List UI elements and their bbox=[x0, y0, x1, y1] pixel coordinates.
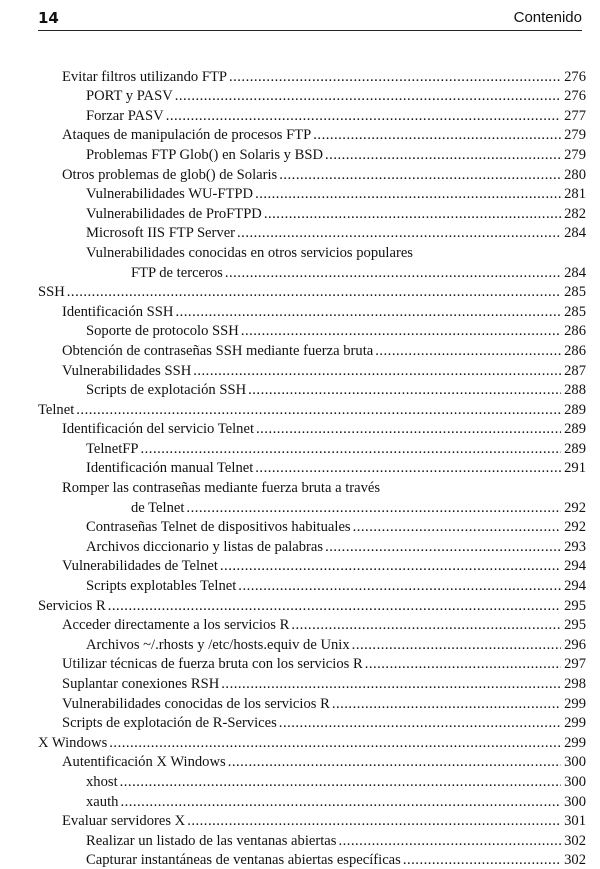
toc-entry bbox=[38, 242, 586, 262]
dot-leader bbox=[291, 617, 561, 634]
toc-page-number: 282 bbox=[564, 205, 586, 222]
toc-entry bbox=[38, 321, 586, 341]
toc-entry-title: Autentificación X Windows bbox=[62, 754, 226, 771]
toc-entry bbox=[38, 380, 586, 400]
toc-entry-title: Vulnerabilidades de ProFTPD bbox=[86, 205, 262, 222]
toc-entry bbox=[38, 105, 586, 125]
dot-leader bbox=[186, 500, 561, 517]
toc-entry-title: Acceder directamente a los servicios R bbox=[62, 617, 290, 634]
toc-entry bbox=[38, 811, 586, 831]
toc-entry-title: PORT y PASV bbox=[86, 88, 173, 105]
toc-entry-title: Capturar instantáneas de ventanas abiertas específicas bbox=[86, 852, 401, 869]
toc-page-number: 300 bbox=[564, 793, 586, 810]
toc-entry-title: de Telnet bbox=[131, 499, 185, 516]
toc-entry bbox=[38, 517, 586, 537]
toc-entry-title: Vulnerabilidades conocidas de los servicios R bbox=[62, 695, 330, 712]
toc-page-number: 285 bbox=[564, 284, 586, 301]
toc-page-number: 287 bbox=[564, 362, 586, 379]
toc-page-number: 288 bbox=[564, 382, 586, 399]
dot-leader bbox=[375, 343, 561, 360]
toc-entry-title: FTP de terceros bbox=[131, 264, 223, 281]
toc-entry-title: Vulnerabilidades WU-FTPD bbox=[86, 186, 254, 203]
dot-leader bbox=[237, 225, 561, 242]
toc-entry-title: Archivos ~/.rhosts y /etc/hosts.equiv de Unix bbox=[86, 636, 350, 653]
running-title: Contenido bbox=[513, 9, 582, 26]
toc-page-number: 298 bbox=[564, 676, 586, 692]
toc-entry bbox=[38, 575, 586, 595]
page-number: 14 bbox=[38, 9, 59, 27]
toc-entry-title: Realizar un listado de las ventanas abiertas bbox=[86, 832, 337, 849]
toc-entry-title: Utilizar técnicas de fuerza bruta con los servicios R bbox=[62, 656, 363, 673]
toc-entry bbox=[38, 458, 586, 478]
toc-entry bbox=[38, 360, 586, 380]
toc-entry bbox=[38, 399, 586, 419]
toc-entry bbox=[38, 634, 586, 654]
toc-entry bbox=[38, 752, 586, 772]
toc-entry-title: Evitar filtros utilizando FTP bbox=[62, 68, 227, 85]
dot-leader bbox=[352, 637, 561, 654]
toc-page-number: 284 bbox=[564, 264, 586, 281]
dot-leader bbox=[325, 147, 561, 164]
toc-page-number: 293 bbox=[564, 538, 586, 555]
toc-entry bbox=[38, 556, 586, 576]
dot-leader bbox=[108, 598, 561, 615]
dot-leader bbox=[255, 186, 561, 203]
toc-entry-title: Vulnerabilidades conocidas en otros servicios populares bbox=[86, 244, 413, 261]
toc-page-number: 277 bbox=[564, 107, 586, 124]
dot-leader bbox=[141, 441, 562, 458]
dot-leader bbox=[365, 656, 561, 673]
toc-entry-title: TelnetFP bbox=[86, 440, 139, 457]
toc-page-number: 280 bbox=[564, 166, 586, 183]
toc-page-number: 297 bbox=[564, 656, 586, 673]
toc-page-number: 276 bbox=[564, 88, 586, 105]
toc-entry bbox=[38, 184, 586, 204]
toc-page-number: 299 bbox=[564, 734, 586, 751]
toc-entry-title: Contraseñas Telnet de dispositivos habituales bbox=[86, 519, 351, 536]
toc-page-number: 302 bbox=[564, 832, 586, 849]
page-header bbox=[38, 9, 582, 31]
toc-entry-title: Problemas FTP Glob() en Solaris y BSD bbox=[86, 146, 324, 163]
toc-entry-title: Otros problemas de glob() de Solaris bbox=[62, 166, 278, 183]
toc-entry-title: Ataques de manipulación de procesos FTP bbox=[62, 127, 312, 144]
toc-entry bbox=[38, 144, 586, 164]
toc-page-number: 295 bbox=[564, 597, 586, 614]
toc-entry-title: X Windows bbox=[38, 734, 108, 751]
toc-page-number: 279 bbox=[564, 127, 586, 144]
toc-entry bbox=[38, 86, 586, 106]
toc-entry bbox=[38, 654, 586, 674]
dot-leader bbox=[338, 833, 561, 850]
toc-entry-title: xhost bbox=[86, 773, 118, 790]
dot-leader bbox=[241, 323, 561, 340]
dot-leader bbox=[353, 519, 562, 536]
dot-leader bbox=[255, 460, 561, 477]
toc-page-number: 289 bbox=[564, 440, 586, 457]
toc-entry-title: SSH bbox=[38, 284, 65, 301]
toc-entry bbox=[38, 673, 586, 693]
dot-leader bbox=[264, 206, 561, 223]
toc-entry-title: Identificación SSH bbox=[62, 303, 174, 320]
toc-entry bbox=[38, 66, 586, 86]
header-rule bbox=[38, 30, 582, 31]
dot-leader bbox=[256, 421, 561, 438]
dot-leader bbox=[313, 127, 561, 144]
dot-leader bbox=[221, 676, 561, 693]
toc-entry bbox=[38, 850, 586, 869]
dot-leader bbox=[109, 735, 561, 752]
dot-leader bbox=[225, 265, 561, 282]
toc-entry bbox=[38, 615, 586, 635]
toc-entry-title: Scripts de explotación SSH bbox=[86, 382, 247, 399]
toc-page-number: 296 bbox=[564, 636, 586, 653]
toc-entry bbox=[38, 595, 586, 615]
toc-entry bbox=[38, 791, 586, 811]
toc-page-number: 292 bbox=[564, 499, 586, 516]
dot-leader bbox=[325, 539, 561, 556]
toc-entry-title: Microsoft IIS FTP Server bbox=[86, 225, 236, 242]
toc-entry bbox=[38, 438, 586, 458]
dot-leader bbox=[193, 363, 561, 380]
toc-entry bbox=[38, 536, 586, 556]
toc-entry-title: Suplantar conexiones RSH bbox=[62, 676, 220, 692]
toc-page-number: 291 bbox=[564, 460, 586, 477]
dot-leader bbox=[220, 558, 561, 575]
toc-page-number: 300 bbox=[564, 773, 586, 790]
dot-leader bbox=[279, 715, 561, 732]
toc-entry-title: Vulnerabilidades de Telnet bbox=[62, 558, 218, 575]
toc-entry-title: Servicios R bbox=[38, 597, 106, 614]
toc-entry bbox=[38, 203, 586, 223]
dot-leader bbox=[120, 794, 561, 811]
toc-page-number: 281 bbox=[564, 186, 586, 203]
toc-page-number: 301 bbox=[564, 813, 586, 830]
toc-entry-title: Obtención de contraseñas SSH mediante fuerza bruta bbox=[62, 342, 374, 359]
dot-leader bbox=[175, 88, 561, 105]
toc-entry-title: Archivos diccionario y listas de palabras bbox=[86, 538, 324, 555]
toc-page-number: 289 bbox=[564, 401, 586, 418]
toc-entry-title: Evaluar servidores X bbox=[62, 813, 186, 830]
dot-leader bbox=[248, 382, 561, 399]
toc-entry bbox=[38, 125, 586, 145]
dot-leader bbox=[279, 167, 561, 184]
toc-entry-title: Identificación manual Telnet bbox=[86, 460, 254, 477]
toc-entry-title: Vulnerabilidades SSH bbox=[62, 362, 192, 379]
toc-entry bbox=[38, 301, 586, 321]
toc-page-number: 279 bbox=[564, 146, 586, 163]
toc-entry bbox=[38, 223, 586, 243]
toc-entry bbox=[38, 419, 586, 439]
toc-entry-title: Telnet bbox=[38, 401, 75, 418]
toc-page-number: 292 bbox=[564, 519, 586, 536]
toc-page-number: 289 bbox=[564, 421, 586, 438]
toc-page-number: 276 bbox=[564, 68, 586, 85]
toc-page-number: 300 bbox=[564, 754, 586, 771]
toc-entry-title: Scripts explotables Telnet bbox=[86, 578, 237, 595]
toc-page-number: 299 bbox=[564, 715, 586, 732]
toc-entry-title: Romper las contraseñas mediante fuerza bruta a través bbox=[62, 480, 381, 497]
dot-leader bbox=[187, 813, 561, 830]
toc-entry-title: Forzar PASV bbox=[86, 107, 164, 124]
toc-entry-title: Identificación del servicio Telnet bbox=[62, 421, 254, 438]
toc-page-number: 302 bbox=[564, 852, 586, 869]
toc-page-number: 286 bbox=[564, 323, 586, 340]
toc-page-number: 285 bbox=[564, 303, 586, 320]
dot-leader bbox=[67, 284, 561, 301]
dot-leader bbox=[120, 774, 561, 791]
toc-entry bbox=[38, 693, 586, 713]
toc-page-number: 284 bbox=[564, 225, 586, 242]
toc-page-number: 299 bbox=[564, 695, 586, 712]
toc-entry bbox=[38, 732, 586, 752]
dot-leader bbox=[332, 696, 561, 713]
toc-entry bbox=[38, 477, 586, 497]
toc-entry bbox=[38, 497, 586, 517]
toc-entry bbox=[38, 262, 586, 282]
dot-leader bbox=[76, 402, 561, 419]
toc-entry bbox=[38, 771, 586, 791]
toc-page-number: 294 bbox=[564, 578, 586, 595]
toc-entry-title: xauth bbox=[86, 793, 119, 810]
table-of-contents bbox=[38, 66, 586, 869]
toc-page-number: 294 bbox=[564, 558, 586, 575]
dot-leader bbox=[403, 852, 561, 869]
toc-page-number: 295 bbox=[564, 617, 586, 634]
dot-leader bbox=[228, 754, 561, 771]
toc-entry bbox=[38, 713, 586, 733]
toc-entry bbox=[38, 340, 586, 360]
dot-leader bbox=[175, 304, 561, 321]
toc-entry-title: Scripts de explotación de R-Services bbox=[62, 715, 277, 732]
dot-leader bbox=[166, 108, 561, 125]
toc-entry-title: Soporte de protocolo SSH bbox=[86, 323, 239, 340]
toc-entry bbox=[38, 164, 586, 184]
toc-entry bbox=[38, 282, 586, 302]
toc-page-number: 286 bbox=[564, 342, 586, 359]
dot-leader bbox=[238, 578, 561, 595]
toc-entry bbox=[38, 830, 586, 850]
dot-leader bbox=[229, 69, 561, 86]
